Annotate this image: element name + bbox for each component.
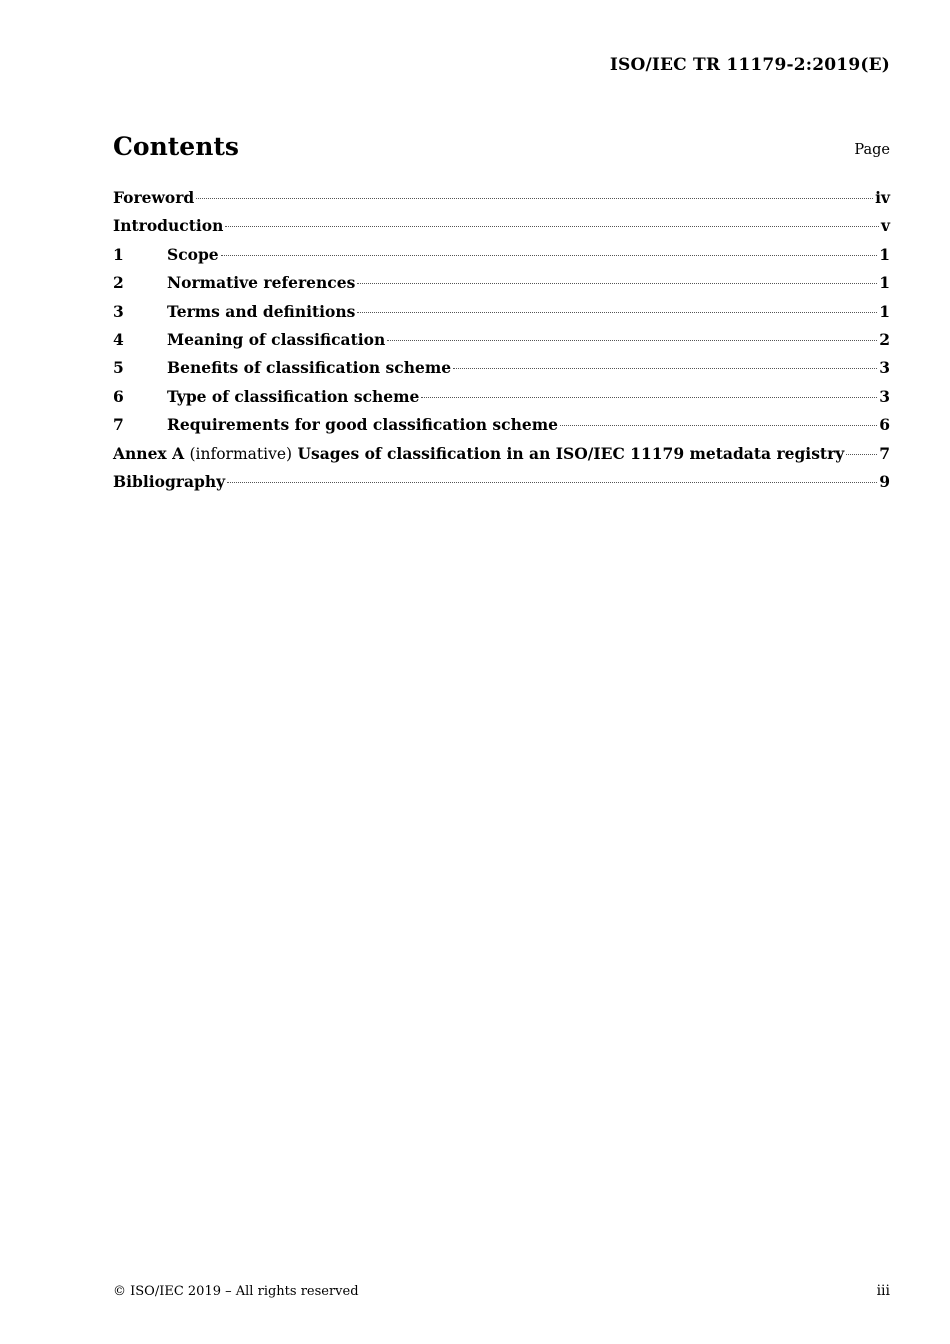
annex-note: (informative) xyxy=(189,444,293,463)
dot-leader xyxy=(196,198,873,199)
toc-entry-bibliography[interactable] xyxy=(113,468,890,496)
dot-leader xyxy=(357,283,877,284)
toc-entry-title xyxy=(113,440,844,468)
toc-entry-page: 3 xyxy=(879,358,890,378)
toc-entry-number: 3 xyxy=(113,301,124,321)
dot-leader xyxy=(225,226,879,227)
toc-entry-terms-and-definitions[interactable] xyxy=(113,298,890,326)
dot-leader xyxy=(560,425,877,426)
contents-heading: Contents xyxy=(113,132,240,161)
toc-entry-page: 9 xyxy=(879,471,890,491)
toc-entry-page: 3 xyxy=(879,386,890,406)
toc-entry-title: Normative references xyxy=(167,273,356,293)
annex-title: Usages of classification in an ISO/IEC 11179 metadata registry xyxy=(297,443,845,463)
toc-entry-page: 1 xyxy=(879,273,890,293)
toc-entry-introduction[interactable] xyxy=(113,212,890,240)
toc-entry-title: Meaning of classification xyxy=(167,329,386,349)
dot-leader xyxy=(453,368,877,369)
toc-entry-meaning-of-classification[interactable] xyxy=(113,326,890,354)
dot-leader xyxy=(387,340,877,341)
toc-entry-title: Terms and definitions xyxy=(167,301,356,321)
toc-entry-page: 6 xyxy=(879,415,890,435)
document-id: ISO/IEC TR 11179-2:2019(E) xyxy=(609,55,890,75)
toc-entry-title: Scope xyxy=(167,244,219,264)
toc-entry-requirements[interactable] xyxy=(113,411,890,439)
page-number: iii xyxy=(876,1283,890,1299)
toc-entry-foreword[interactable] xyxy=(113,184,890,212)
toc-entry-title: Type of classification scheme xyxy=(167,386,420,406)
toc-entry-title: Foreword xyxy=(113,188,195,207)
toc-entry-number: 1 xyxy=(113,244,124,264)
dot-leader xyxy=(221,255,878,256)
table-of-contents xyxy=(113,184,890,496)
toc-entry-page: 7 xyxy=(879,443,890,463)
toc-entry-scope[interactable] xyxy=(113,241,890,269)
dot-leader xyxy=(421,397,877,398)
toc-entry-title: Bibliography xyxy=(113,471,226,491)
toc-entry-number: 7 xyxy=(113,415,124,435)
toc-entry-benefits[interactable] xyxy=(113,354,890,382)
toc-entry-page: iv xyxy=(875,188,890,207)
dot-leader xyxy=(357,312,877,313)
toc-entry-number: 4 xyxy=(113,329,124,349)
toc-entry-page: 1 xyxy=(879,301,890,321)
toc-entry-title: Requirements for good classification scheme xyxy=(167,415,558,435)
dot-leader xyxy=(227,482,877,483)
toc-entry-number: 6 xyxy=(113,386,124,406)
copyright-notice: © ISO/IEC 2019 – All rights reserved xyxy=(113,1284,359,1299)
toc-entry-page: 2 xyxy=(879,329,890,349)
annex-label: Annex A xyxy=(113,443,185,463)
toc-entry-annex-a[interactable] xyxy=(113,440,890,468)
toc-entry-title: Benefits of classification scheme xyxy=(167,358,452,378)
toc-entry-normative-references[interactable] xyxy=(113,269,890,297)
dot-leader xyxy=(846,454,877,455)
toc-entry-title: Introduction xyxy=(113,216,224,236)
toc-entry-page: v xyxy=(880,216,890,236)
page-column-label: Page xyxy=(854,142,890,158)
toc-entry-number: 5 xyxy=(113,358,124,378)
toc-entry-number: 2 xyxy=(113,273,124,293)
toc-entry-type[interactable] xyxy=(113,383,890,411)
toc-entry-page: 1 xyxy=(879,244,890,264)
